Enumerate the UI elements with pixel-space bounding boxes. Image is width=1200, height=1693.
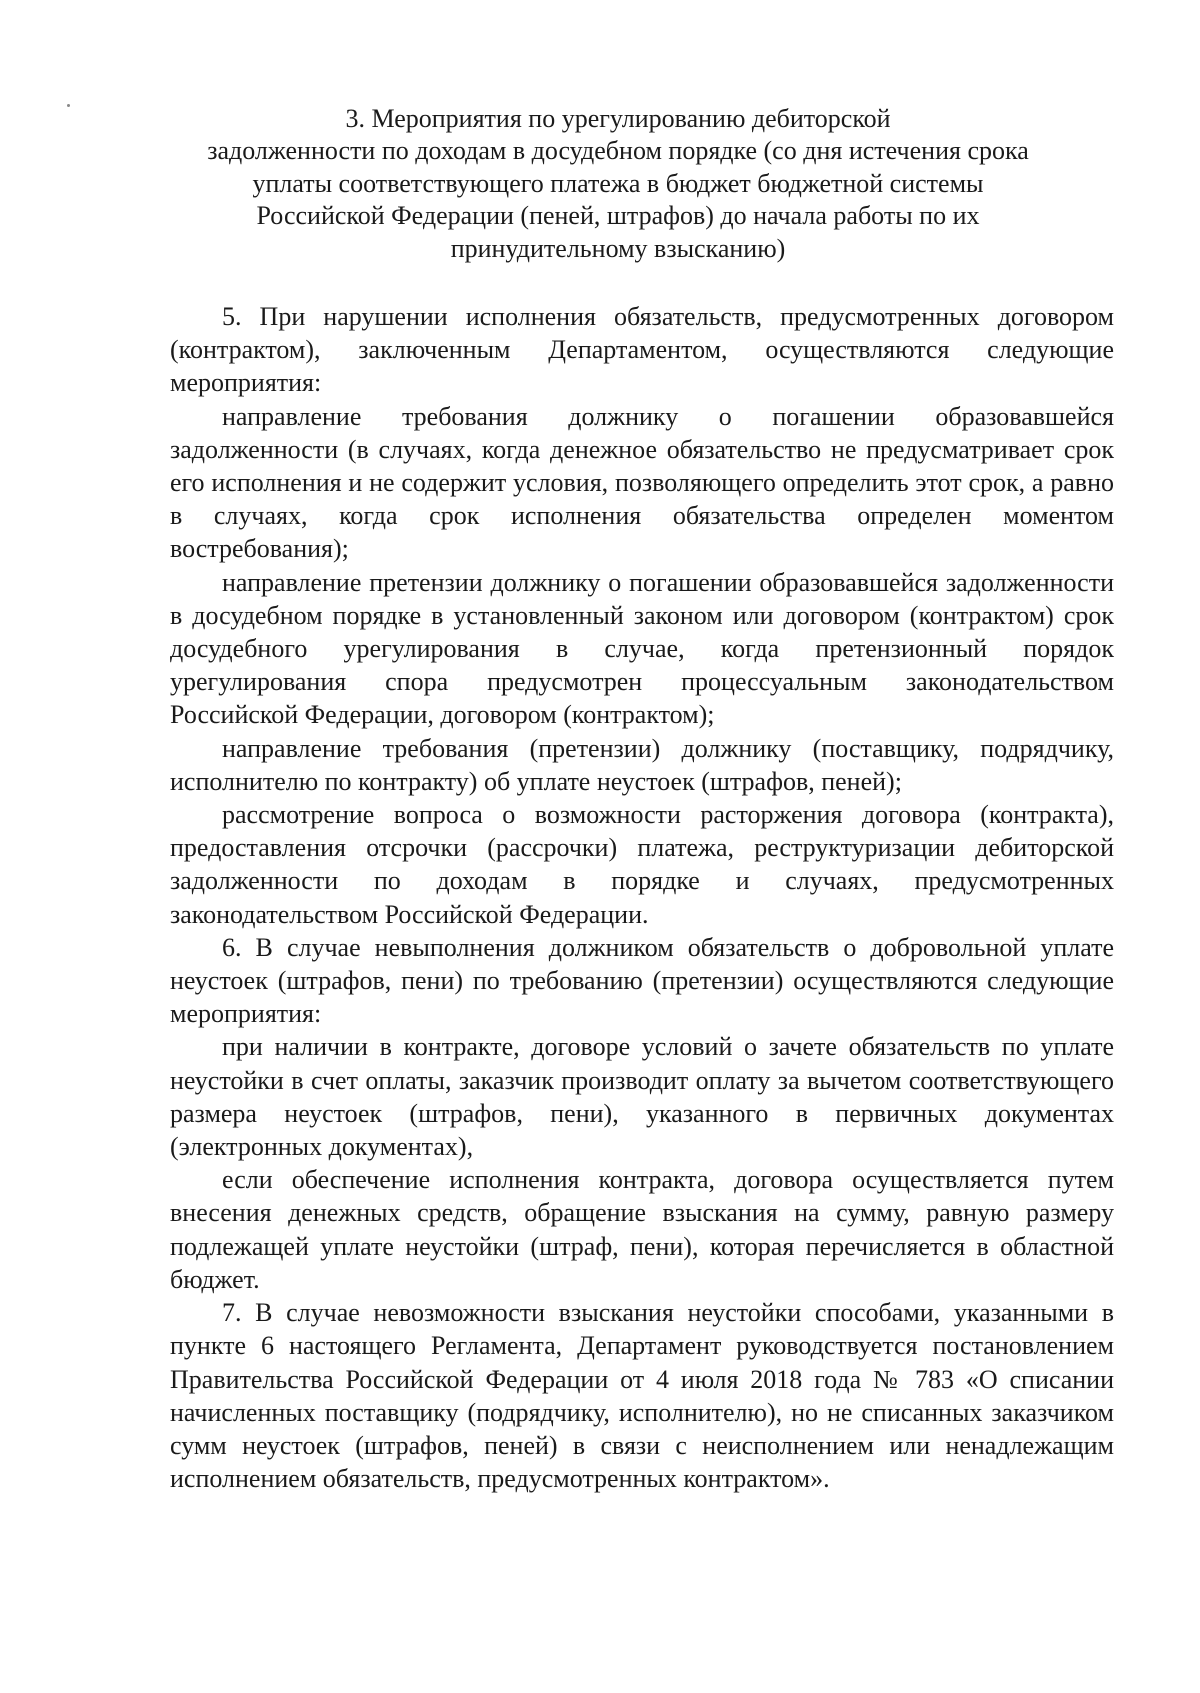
paragraph-offset: при наличии в контракте, договоре условий о зачете обязательств по уплате неустойки в счет оплаты, заказчик производит оплату за вычетом соответствующего размера неустоек (штрафов, пени), указанного в первичных документах (электронных документах), [170, 1032, 1114, 1162]
section-heading [150, 103, 1086, 265]
paragraph-demand: направление требования должнику о погашении образовавшейся задолженности (в случаях, когда денежное обязательство не предусматривает срок его исполнения и не содержит условия, позволяющего определить этот срок, а равно в случаях, когда срок исполнения обязательства определен моментом востребования); [170, 401, 1114, 564]
paragraph-termination: рассмотрение вопроса о возможности расторжения договора (контракта), предоставления отсрочки (рассрочки) платежа, реструктуризации дебиторской задолженности по доходам в порядке и случаях, предусмотренных законодательством Российской Федерации. [170, 800, 1114, 929]
heading-line: задолженности по доходам в досудебном порядке (со дня истечения срока [207, 136, 1029, 166]
document-body [170, 300, 1114, 1495]
paragraph-claim: направление претензии должнику о погашении образовавшейся задолженности в досудебном порядке в установленный законом или договором (контрактом) срок досудебного урегулирования в случае, когда претензионный порядок урегулирования спора предусмотрен процессуальным законодательством Российской Федерации, договором (контрактом); [170, 567, 1114, 730]
heading-line: принудительному взысканию) [450, 233, 786, 263]
paragraph-item-5: 5. При нарушении исполнения обязательств, предусмотренных договором (контрактом), заключенным Департаментом, осуществляются следующие мероприятия: [170, 302, 1114, 398]
paragraph-penalty-demand: направление требования (претензии) должнику (поставщику, подрядчику, исполнителю по контракту) об уплате неустоек (штрафов, пеней); [170, 733, 1114, 796]
paragraph-item-7: 7. В случае невозможности взыскания неустойки способами, указанными в пункте 6 настоящего Регламента, Департамент руководствуется постановлением Правительства Российской Федерации от 4 июля 2018 года № 783 «О списании начисленных поставщику (подрядчику, исполнителю), но не списанных заказчиком сумм неустоек (штрафов, пеней) в связи с неисполнением или ненадлежащим исполнением обязательств, предусмотренных контрактом». [170, 1298, 1114, 1494]
heading-line: 3. Мероприятия по урегулированию дебиторской [345, 104, 891, 133]
paragraph-security: если обеспечение исполнения контракта, договора осуществляется путем внесения денежных средств, обращение взыскания на сумму, равную размеру подлежащей уплате неустойки (штраф, пени), которая перечисляется в областной бюджет. [170, 1165, 1114, 1294]
heading-line: уплаты соответствующего платежа в бюджет бюджетной системы [252, 168, 984, 198]
paragraph-item-6: 6. В случае невыполнения должником обязательств о добровольной уплате неустоек (штрафов, пени) по требованию (претензии) осуществляются следующие мероприятия: [170, 932, 1114, 1029]
heading-line: Российской Федерации (пеней, штрафов) до начала работы по их [256, 201, 980, 231]
scan-speck [67, 104, 70, 107]
